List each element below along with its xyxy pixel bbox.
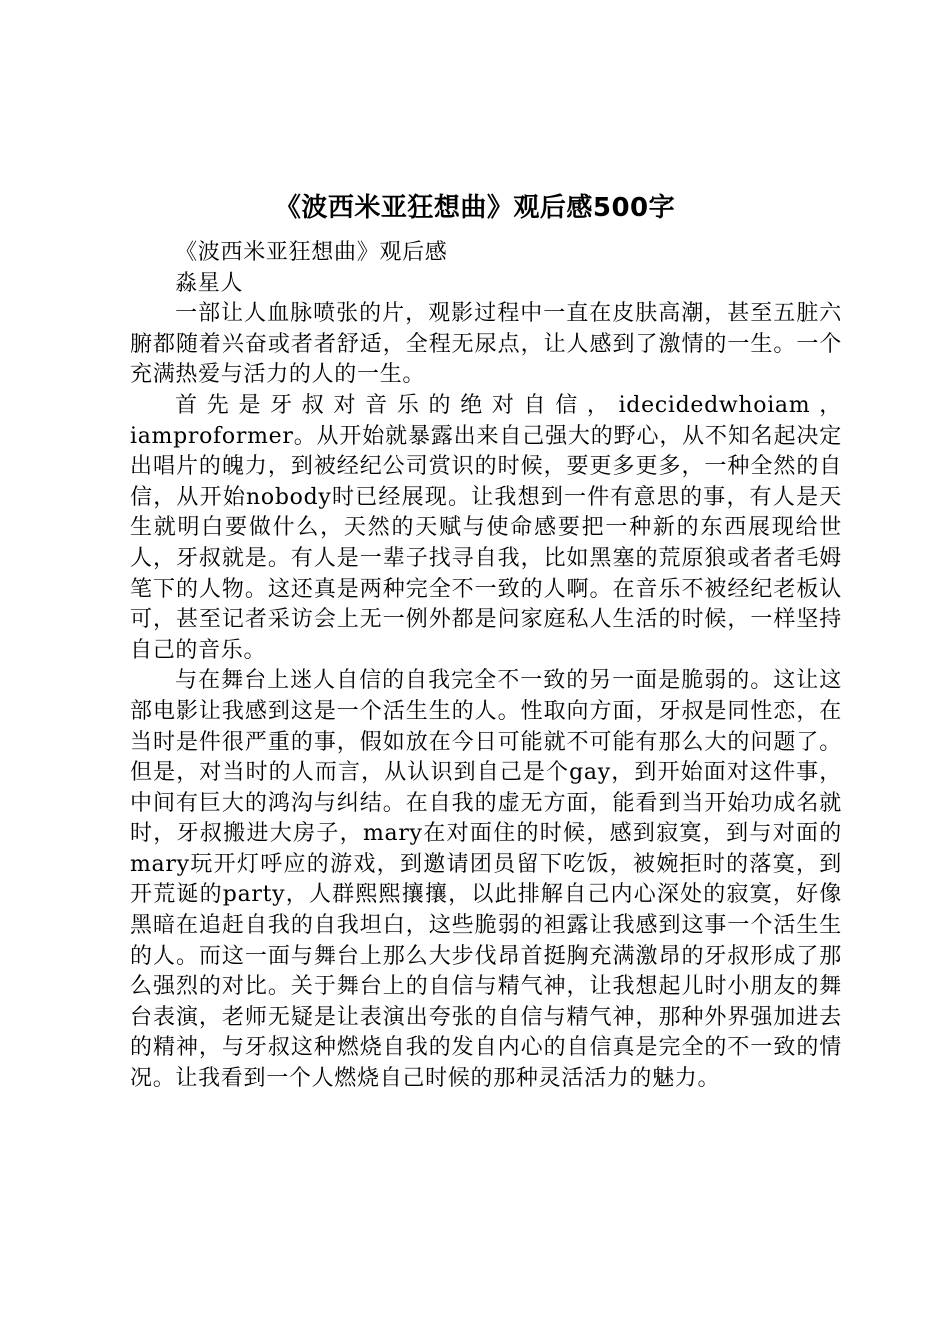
paragraph-confidence: 首先是牙叔对音乐的绝对自信，idecidedwhoiam，iamproformer。从开始就暴露出来自己强大的野心，从不知名起决定出唱片的魄力，到被经纪公司赏识的时候，要更多更多，一种全然的自信，从开始nobody时已经展现。让我想到一件有意思的事，有人是天生就明白要做什么，天然的天赋与使命感要把一种新的东西展现给世人，牙叔就是。有人是一辈子找寻自我，比如黑塞的荒原狼或者者毛姆笔下的人物。这还真是两种完全不一致的人啊。在音乐不被经纪老板认可，甚至记者采访会上无一例外都是问家庭私人生活的时候，一样坚持自己的音乐。 — [130, 392, 842, 663]
paragraph-fragility: 与在舞台上迷人自信的自我完全不一致的另一面是脆弱的。这让这部电影让我感到这是一个活生生的人。性取向方面，牙叔是同性恋，在当时是件很严重的事，假如放在今日可能就不可能有那么大的问题了。但是，对当时的人而言，从认识到自己是个gay，到开始面对这件事，中间有巨大的鸿沟与纠结。在自我的虚无方面，能看到当开始功成名就时，牙叔搬进大房子，mary在对面住的时候，感到寂寞，到与对面的mary玩开灯呼应的游戏，到邀请团员留下吃饭，被婉拒时的落寞，到开荒诞的party，人群熙熙攘攘，以此排解自己内心深处的寂寞，好像黑暗在追赶自我的自我坦白，这些脆弱的袒露让我感到这事一个活生生的人。而这一面与舞台上那么大步伐昂首挺胸充满激昂的牙叔形成了那么强烈的对比。关于舞台上的自信与精气神，让我想起儿时小朋友的舞台表演，老师无疑是让表演出夸张的自信与精气神，那种外界强加进去的精神，与牙叔这种燃烧自我的发自内心的自信真是完全的不一致的情况。让我看到一个人燃烧自己时候的那种灵活活力的魅力。 — [130, 668, 842, 1092]
document-title: 《波西米亚狂想曲》观后感500字 — [274, 193, 676, 223]
paragraph-intro: 一部让人血脉喷张的片，观影过程中一直在皮肤高潮，甚至五脏六腑都随着兴奋或者者舒适，全程无尿点，让人感到了激情的一生。一个充满热爱与活力的人的一生。 — [130, 301, 842, 388]
article-heading: 《波西米亚狂想曲》观后感 — [175, 240, 448, 265]
document-body — [130, 238, 842, 1095]
author-name: 淼星人 — [175, 270, 244, 296]
